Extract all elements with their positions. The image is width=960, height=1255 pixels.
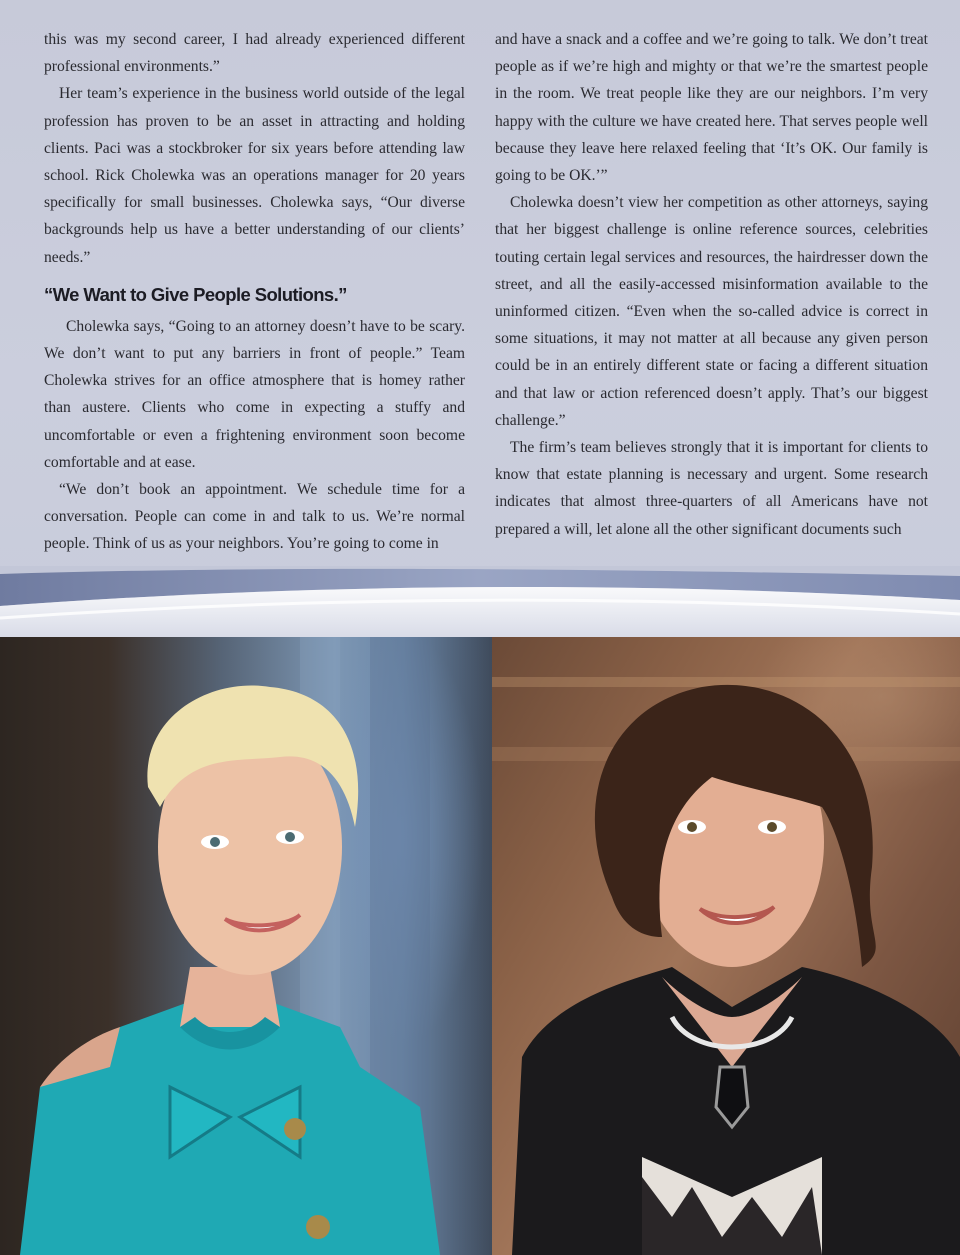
portrait-left	[0, 637, 492, 1255]
left-paragraph-1: this was my second career, I had already experienced different professional environments.”	[44, 31, 465, 76]
portrait-photos	[0, 637, 960, 1255]
swoosh-graphic	[0, 566, 960, 640]
right-paragraph-1: and have a snack and a coffee and we’re going to talk. We don’t treat people as if we’re high and mighty or that we’re the smartest people in the room. We treat people like they are our neighbors. I’m very happy with the culture we have created here. That serves people well because they leave here relaxed feeling that ‘It’s OK. Our family is going to be OK.’”	[495, 31, 928, 185]
portrait-blonde-woman-teal-dress-icon	[0, 637, 492, 1255]
article-right-column	[495, 26, 928, 543]
left-paragraph-4: “We don’t book an appointment. We schedule time for a conversation. People can come in and talk to us. We’re normal people. Think of us as your neighbors. You’re going to come in	[44, 481, 465, 553]
portrait-dark-haired-woman-black-jacket-icon	[492, 637, 960, 1255]
article-left-column	[44, 26, 465, 558]
section-heading: “We Want to Give People Solutions.”	[44, 283, 347, 305]
left-paragraph-2: Her team’s experience in the business world outside of the legal profession has proven to be an asset in attracting and holding clients. Paci was a stockbroker for six years before attending law school. Rick Cholewka was an operations manager for 20 years specifically for small businesses. Cholewka says, “Our diverse backgrounds help us have a better understanding of our clients’ needs.”	[44, 85, 465, 266]
right-paragraph-3: The firm’s team believes strongly that it is important for clients to know that estate planning is necessary and urgent. Some research indicates that almost three-quarters of all Americans have not prepared a will, let alone all the other significant documents such	[495, 439, 928, 538]
decorative-swoosh-band	[0, 566, 960, 640]
right-paragraph-2: Cholewka doesn’t view her competition as other attorneys, saying that her biggest challenge is online reference sources, celebrities touting certain legal services and resources, the hairdresser down the street, and all the easily-accessed misinformation available to the uninformed citizen. “Even when the so-called advice is correct in some situations, it may not matter at all because any given person could be in an entirely different state or facing a different situation and that law or action referenced doesn’t apply. That’s our biggest challenge.”	[495, 194, 928, 429]
left-paragraph-3: Cholewka says, “Going to an attorney doesn’t have to be scary. We don’t want to put any barriers in front of people.” Team Cholewka strives for an office atmosphere that is homey rather than austere. Clients who come in expecting a stuffy and uncomfortable or even a frightening environment soon become comfortable and at ease.	[44, 317, 465, 471]
portrait-right	[492, 637, 960, 1255]
